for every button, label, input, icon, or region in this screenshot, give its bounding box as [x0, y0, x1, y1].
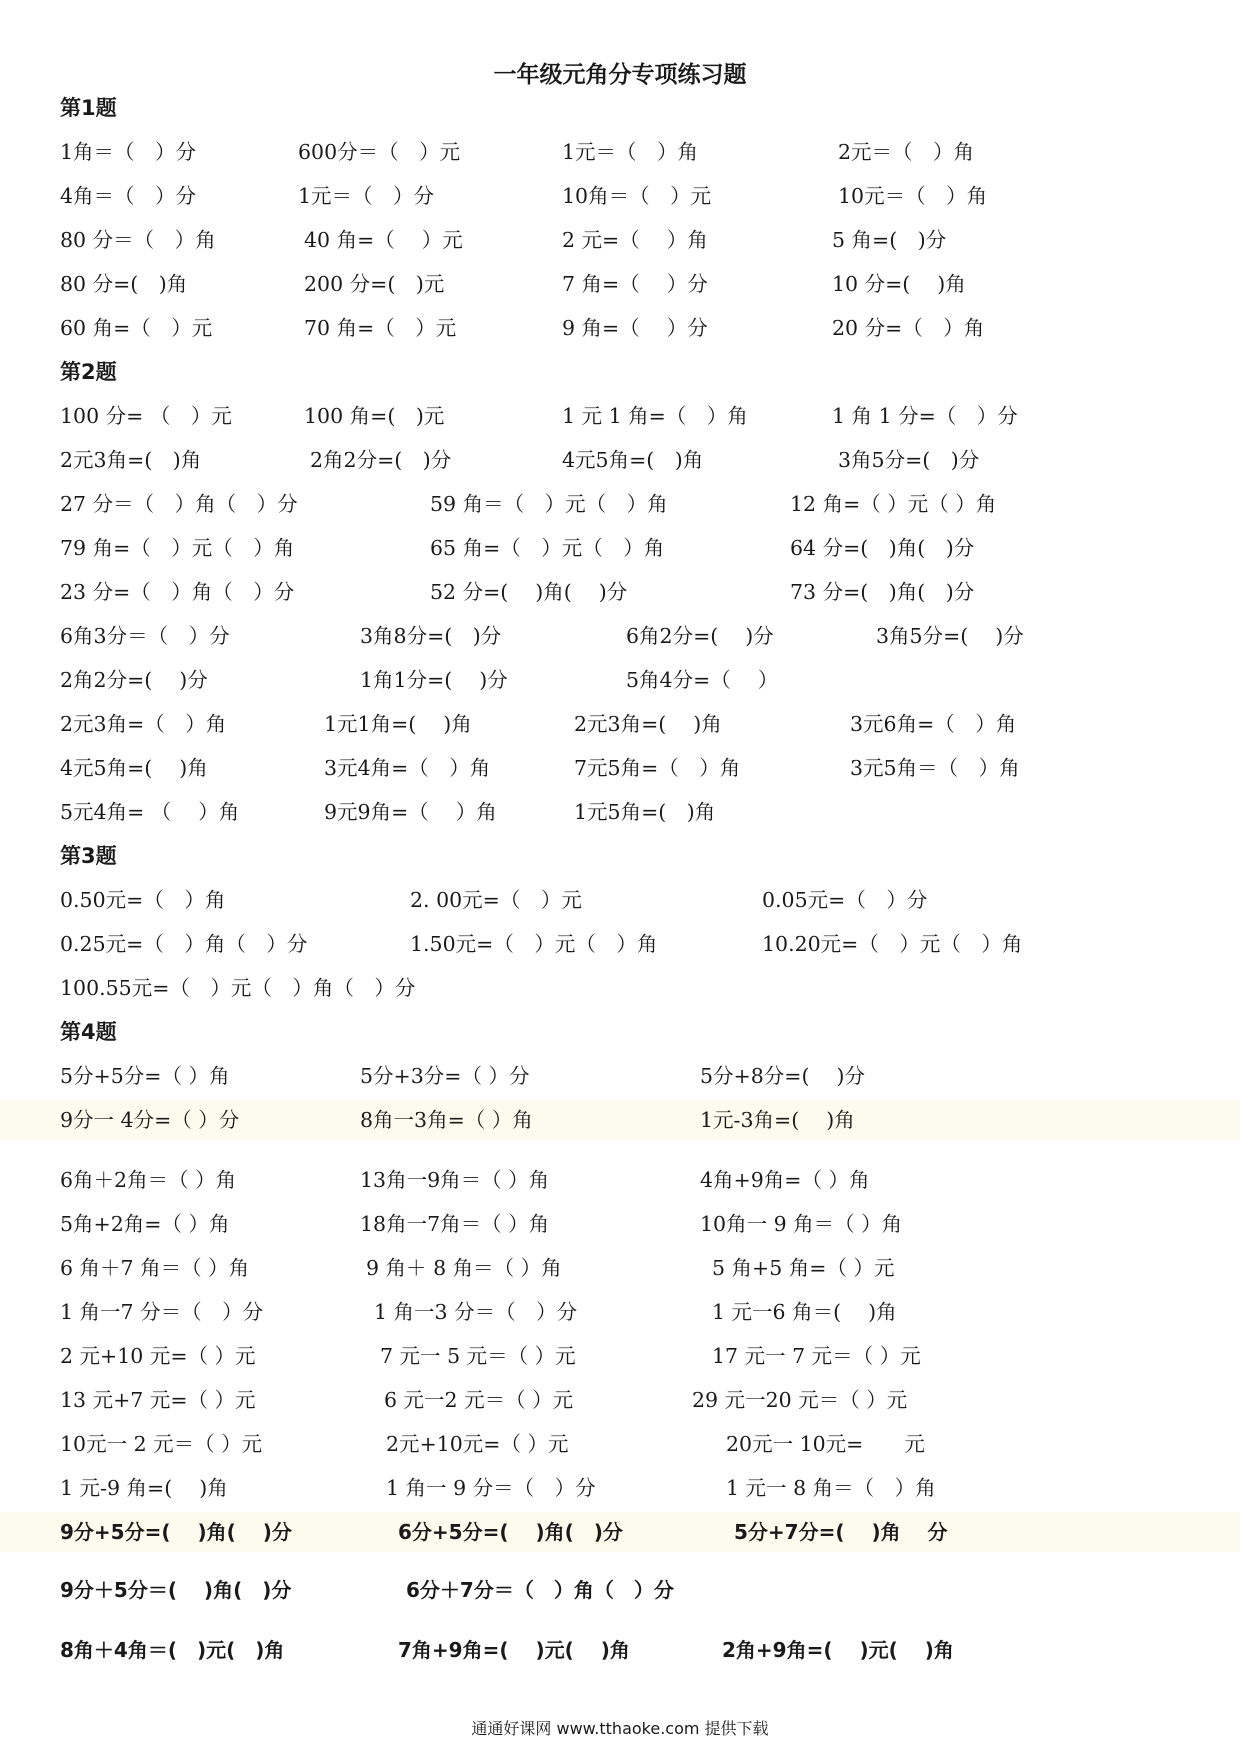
exercise-row [0, 308, 1240, 348]
exercise-item: 60 角=（ ）元 [60, 316, 213, 340]
exercise-row [0, 440, 1240, 480]
exercise-item: 7 角=（ ）分 [562, 272, 708, 296]
exercise-row [0, 484, 1240, 524]
exercise-item: 10 分=( )角 [832, 272, 966, 296]
exercise-item: 8角一3角=（ ）角 [360, 1108, 533, 1132]
exercise-item: 2 元=（ ）角 [562, 228, 708, 252]
exercise-item: 9分＋5分＝( )角( )分 [60, 1578, 292, 1602]
exercise-row [0, 704, 1240, 744]
exercise-item: 20元一 10元= 元 [726, 1432, 925, 1456]
exercise-item: 9分+5分=( )角( )分 [60, 1520, 292, 1544]
exercise-item: 52 分=( )角( )分 [430, 580, 628, 604]
exercise-item: 2 元+10 元=（ ）元 [60, 1344, 256, 1368]
exercise-item: 23 分=（ ）角（ ）分 [60, 580, 295, 604]
exercise-item: 17 元一 7 元＝（ ）元 [712, 1344, 921, 1368]
section-heading: 第4题 [60, 1020, 117, 1044]
exercise-item: 1 角一 9 分＝（ ）分 [386, 1476, 596, 1500]
exercise-item: 5分+5分=（ ）角 [60, 1064, 230, 1088]
exercise-item: 1元5角=( )角 [574, 800, 716, 824]
exercise-item: 1 角一7 分＝（ ）分 [60, 1300, 264, 1324]
exercise-item: 70 角=（ ）元 [304, 316, 457, 340]
exercise-row [0, 264, 1240, 304]
exercise-item: 4元5角=( )角 [562, 448, 704, 472]
footer-source: 通通好课网 www.tthaoke.com 提供下载 [471, 1719, 769, 1738]
exercise-row [0, 1160, 1240, 1200]
exercise-item: 2元+10元=（ ）元 [386, 1432, 569, 1456]
exercise-item: 6角＋2角＝（ ）角 [60, 1168, 237, 1192]
exercise-row [0, 880, 1240, 920]
exercise-item: 80 分=( )角 [60, 272, 188, 296]
exercise-item: 3元4角=（ ）角 [324, 756, 491, 780]
exercise-item: 4元5角=( )角 [60, 756, 208, 780]
exercise-item: 6分＋7分＝（ ）角（ ）分 [406, 1578, 674, 1602]
section-heading: 第1题 [60, 96, 117, 120]
exercise-row [0, 1380, 1240, 1420]
exercise-item: 40 角=（ ）元 [304, 228, 463, 252]
exercise-item: 5 角=( )分 [832, 228, 947, 252]
exercise-item: 20 分=（ ）角 [832, 316, 985, 340]
exercise-item: 13 元+7 元=（ ）元 [60, 1388, 256, 1412]
exercise-item: 2角2分=( )分 [310, 448, 452, 472]
exercise-row [0, 1468, 1240, 1508]
exercise-item: 1 角一3 分＝（ ）分 [374, 1300, 578, 1324]
exercise-item: 2元3角=( )角 [60, 448, 202, 472]
exercise-item: 2角+9角=( )元( )角 [722, 1638, 954, 1662]
exercise-item: 1角1分=( )分 [360, 668, 508, 692]
exercise-item: 2元3角=（ ）角 [60, 712, 227, 736]
exercise-item: 80 分＝（ ）角 [60, 228, 216, 252]
exercise-item: 59 角＝（ ）元（ ）角 [430, 492, 668, 516]
exercise-item: 7角+9角=( )元( )角 [398, 1638, 630, 1662]
exercise-item: 600分＝（ ）元 [298, 140, 461, 164]
exercise-item: 1元-3角=( )角 [700, 1108, 855, 1132]
exercise-row [0, 1630, 1240, 1670]
exercise-item: 7 元一 5 元＝（ ）元 [380, 1344, 576, 1368]
exercise-item: 13角一9角＝（ ）角 [360, 1168, 550, 1192]
exercise-item: 2角2分=( )分 [60, 668, 208, 692]
exercise-item: 79 角=（ ）元（ ）角 [60, 536, 295, 560]
exercise-row [0, 396, 1240, 436]
exercise-item: 10元＝（ ）角 [838, 184, 988, 208]
exercise-item: 6角3分＝（ ）分 [60, 624, 230, 648]
exercise-item: 2元＝（ ）角 [838, 140, 975, 164]
exercise-item: 9分一 4分=（ ）分 [60, 1108, 240, 1132]
exercise-item: 5分+3分=（ ）分 [360, 1064, 530, 1088]
exercise-item: 9 角=（ ）分 [562, 316, 708, 340]
section-heading: 第2题 [60, 360, 117, 384]
exercise-item: 10角一 9 角＝（ ）角 [700, 1212, 903, 1236]
exercise-row [0, 572, 1240, 612]
exercise-item: 5分+7分=( )角 分 [734, 1520, 948, 1544]
exercise-item: 3元6角=（ ）角 [850, 712, 1017, 736]
exercise-item: 6 角＋7 角＝（ ）角 [60, 1256, 250, 1280]
exercise-item: 9 角＋ 8 角＝（ ）角 [366, 1256, 562, 1280]
exercise-item: 1元＝（ ）角 [562, 140, 699, 164]
exercise-item: 0.25元=（ ）角（ ）分 [60, 932, 308, 956]
exercise-row [0, 1248, 1240, 1288]
exercise-item: 1 角 1 分=（ ）分 [832, 404, 1018, 428]
section-heading: 第3题 [60, 844, 117, 868]
exercise-row [0, 1570, 1240, 1610]
exercise-item: 65 角=（ ）元（ ）角 [430, 536, 665, 560]
exercise-item: 5角4分=（ ） [626, 668, 779, 692]
exercise-item: 100 分= （ ）元 [60, 404, 232, 428]
exercise-item: 8角＋4角＝( )元( )角 [60, 1638, 285, 1662]
exercise-item: 3角5分=( )分 [876, 624, 1024, 648]
exercise-item: 27 分＝（ ）角（ ）分 [60, 492, 298, 516]
exercise-row [0, 616, 1240, 656]
exercise-item: 12 角=（ ）元（ ）角 [790, 492, 997, 516]
exercise-row [0, 132, 1240, 172]
exercise-item: 3角8分=( )分 [360, 624, 502, 648]
exercise-item: 5分+8分=( )分 [700, 1064, 865, 1088]
exercise-row [0, 1512, 1240, 1552]
exercise-item: 5角+2角=（ ）角 [60, 1212, 230, 1236]
exercise-item: 1 元 1 角=（ ）角 [562, 404, 748, 428]
exercise-item: 9元9角=（ ）角 [324, 800, 497, 824]
exercise-item: 1 元一 8 角＝（ ）角 [726, 1476, 936, 1500]
exercise-row [0, 1336, 1240, 1376]
exercise-item: 7元5角=（ ）角 [574, 756, 741, 780]
exercise-item: 0.50元=（ ）角 [60, 888, 226, 912]
exercise-item: 2元3角=( )角 [574, 712, 722, 736]
exercise-item: 1元1角=( )角 [324, 712, 472, 736]
exercise-row [0, 792, 1240, 832]
exercise-item: 10元一 2 元＝（ ）元 [60, 1432, 263, 1456]
exercise-item: 29 元一20 元＝（ ）元 [692, 1388, 908, 1412]
exercise-item: 18角一7角＝（ ）角 [360, 1212, 550, 1236]
exercise-item: 4角+9角=（ ）角 [700, 1168, 870, 1192]
page-title: 一年级元角分专项练习题 [493, 62, 747, 88]
exercise-row [0, 924, 1240, 964]
exercise-row [0, 1424, 1240, 1464]
exercise-item: 3角5分=( )分 [838, 448, 980, 472]
exercise-item: 200 分=( )元 [304, 272, 445, 296]
exercise-item: 73 分=( )角( )分 [790, 580, 975, 604]
exercise-item: 5元4角= （ ）角 [60, 800, 240, 824]
exercise-item: 4角＝（ ）分 [60, 184, 197, 208]
exercise-item: 10.20元=（ ）元（ ）角 [762, 932, 1023, 956]
exercise-item: 6角2分=( )分 [626, 624, 774, 648]
exercise-item: 3元5角＝（ ）角 [850, 756, 1020, 780]
exercise-item: 1 元一6 角＝( )角 [712, 1300, 897, 1324]
exercise-item: 5 角+5 角=（ ）元 [712, 1256, 895, 1280]
exercise-row [0, 1100, 1240, 1140]
exercise-item: 1.50元=（ ）元（ ）角 [410, 932, 658, 956]
exercise-row [0, 176, 1240, 216]
exercise-item: 1元＝（ ）分 [298, 184, 435, 208]
exercise-item: 6 元一2 元＝（ ）元 [384, 1388, 574, 1412]
exercise-item: 2. 00元=（ ）元 [410, 888, 582, 912]
exercise-row [0, 748, 1240, 788]
exercise-item: 6分+5分=( )角( )分 [398, 1520, 623, 1544]
exercise-row [0, 528, 1240, 568]
exercise-item: 1 元-9 角=( )角 [60, 1476, 228, 1500]
exercise-row [0, 660, 1240, 700]
exercise-item: 100.55元=（ ）元（ ）角（ ）分 [60, 976, 416, 1000]
exercise-item: 10角＝（ ）元 [562, 184, 712, 208]
exercise-item: 1角＝（ ）分 [60, 140, 197, 164]
exercise-row [0, 1292, 1240, 1332]
exercise-item: 64 分=( )角( )分 [790, 536, 975, 560]
exercise-row [0, 968, 1240, 1008]
exercise-row [0, 1204, 1240, 1244]
exercise-row [0, 1056, 1240, 1096]
exercise-item: 0.05元=（ ）分 [762, 888, 928, 912]
exercise-row [0, 220, 1240, 260]
exercise-item: 100 角=( )元 [304, 404, 445, 428]
